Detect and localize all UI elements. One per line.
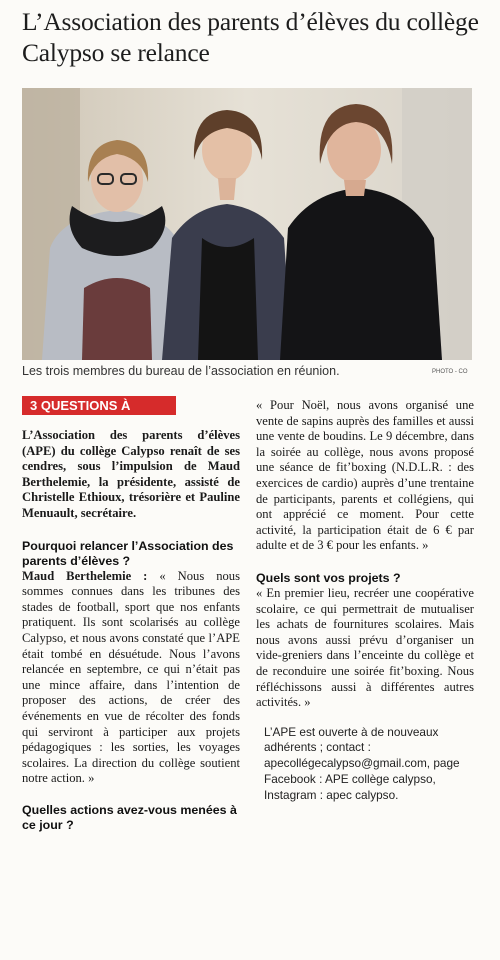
- rubric-banner: 3 QUESTIONS À: [22, 396, 176, 415]
- article-column-left: [22, 428, 240, 833]
- speaker-name: Maud Berthelemie :: [22, 568, 148, 583]
- article-headline: L’Association des parents d’élèves du collège Calypso se relance: [22, 7, 479, 67]
- article-column-right: [256, 398, 474, 804]
- photo-illustration: [22, 88, 472, 360]
- question-1: Pourquoi relancer l’Association des parents d’élèves ?: [22, 538, 234, 568]
- answer-3: « En premier lieu, recréer une coopérative scolaire, ce qui permettrait de mutualiser les achats de fournitures scolaires. Mais nous avons aussi prévu d’organiser un vide-greniers dans l’enceinte du collège et de reconduire une soirée fit’boxing. Nous réfléchissons aussi à différentes autres activités. »: [256, 585, 474, 710]
- answer-1: [22, 569, 240, 787]
- question-2: Quelles actions avez-vous menées à ce jour ?: [22, 802, 237, 832]
- article-photo: [22, 88, 472, 360]
- answer-1-text: « Nous nous sommes connues dans les tribunes des stades de football, sport que nos enfants pratiquent. Ils sont scolarisés au collège Calypso, et nous avons constaté que l’APE était tombé en désuétude. Nous l’avons relancée en septembre, ce qui n’était pas une mince affaire, dans l’intention de proposer des actions, de créer des événements en vue de récolter des fonds qui serviront à participer aux projets pédagogiques : les sorties, les voyages scolaires. La direction du collège soutient notre action. »: [22, 568, 240, 786]
- question-3: Quels sont vos projets ?: [256, 570, 401, 585]
- photo-credit: PHOTO - CO: [432, 369, 468, 375]
- answer-2: « Pour Noël, nous avons organisé une vente de sapins auprès des familles et aussi une vente de boudins. Le 9 décembre, dans la soirée au collège, nous avons proposé une séance de fit’boxing (N.D.L.R. : des exercices de cardio) auprès d’une trentaine de participants, parents et collégiens, qui ont apprécié ce moment. Pour cette activité, la participation était de 6 € par adulte et de 3 € pour les enfants. »: [256, 398, 474, 553]
- article-intro: L’Association des parents d’élèves (APE) du collège Calypso renaît de ses cendres, sous l’impulsion de Maud Berthelemie, la présidente, assisté de Christelle Ethioux, trésorière et Pauline Menuault, secrétaire.: [22, 428, 240, 520]
- contact-note: L’APE est ouverte à de nouveaux adhérents ; contact : apecollégecalypso@gmail.com, page Facebook : APE collège calypso, Instagram : apec calypso.: [264, 724, 460, 802]
- photo-caption: Les trois membres du bureau de l’association en réunion.: [22, 364, 340, 378]
